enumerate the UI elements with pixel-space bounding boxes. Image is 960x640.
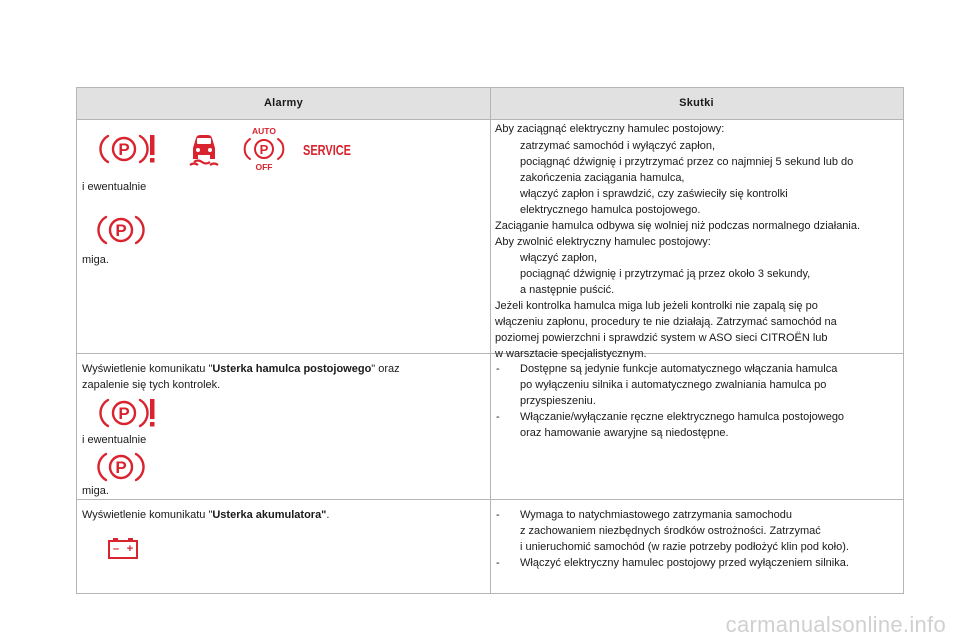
row1-line: włączeniu zapłonu, procedury te nie działają. Zatrzymać samochód na xyxy=(495,316,837,328)
dash: - xyxy=(496,411,500,423)
row1-line: Aby zaciągnąć elektryczny hamulec postojowy: xyxy=(495,123,725,135)
header-effects: Skutki xyxy=(679,97,714,109)
row2-line: przyspieszeniu. xyxy=(520,395,596,407)
battery-icon xyxy=(108,537,138,559)
row3-line: z zachowaniem niezbędnych środków ostrożności. Zatrzymać xyxy=(520,525,821,537)
row2-message-line: Wyświetlenie komunikatu "Usterka hamulca postojowego" oraz xyxy=(82,363,400,375)
stability-control-icon xyxy=(186,130,222,166)
row1-line: Aby zwolnić elektryczny hamulec postojowy: xyxy=(495,236,711,248)
row2-line: oraz hamowanie awaryjne są niedostępne. xyxy=(520,427,729,439)
row1-line: zakończenia zaciągania hamulca, xyxy=(520,172,685,184)
header-alarms: Alarmy xyxy=(263,97,304,109)
row1-line: Jeżeli kontrolka hamulca miga lub jeżeli kontrolki nie zapalą się po xyxy=(495,300,818,312)
row1-line: włączyć zapłon, xyxy=(520,252,598,264)
svg-text:AUTO: AUTO xyxy=(252,126,276,136)
service-icon xyxy=(302,139,352,159)
column-divider xyxy=(490,88,491,593)
row-divider-1 xyxy=(77,353,903,354)
svg-text:–: – xyxy=(112,543,120,555)
row2-line: po wyłączeniu silnika i automatycznego zwalniania hamulca po xyxy=(520,379,827,391)
svg-text:P: P xyxy=(115,221,127,240)
svg-text:+: + xyxy=(126,543,134,555)
row1-line: pociągnąć dźwignię i przytrzymać ją przez około 3 sekundy, xyxy=(520,268,811,280)
row1-line: włączyć zapłon i sprawdzić, czy zaświeciły się kontrolki xyxy=(520,188,788,200)
row1-line: elektrycznego hamulca postojowego. xyxy=(520,204,701,216)
row1-line: zatrzymać samochód i wyłączyć zapłon, xyxy=(520,140,716,152)
parking-brake-fault-icon xyxy=(102,132,160,166)
row2-line: Dostępne są jedynie funkcje automatycznego włączania hamulca xyxy=(520,363,838,375)
row2-and-maybe: i ewentualnie xyxy=(82,434,147,446)
row1-line: a następnie puścić. xyxy=(520,284,615,296)
row1-line: poziomej powierzchni i sprawdzić system w ASO sieci CITROËN lub xyxy=(495,332,828,344)
parking-brake-icon xyxy=(100,213,142,247)
row2-blinks: miga. xyxy=(82,485,109,497)
row2-line: Włączanie/wyłączanie ręczne elektrycznego hamulca postojowego xyxy=(520,411,845,423)
auto-parking-off-icon xyxy=(244,126,284,172)
row1-line: Zaciąganie hamulca odbywa się wolniej niż podczas normalnego działania. xyxy=(495,220,861,232)
row1-and-maybe: i ewentualnie xyxy=(82,181,147,193)
row1-line: pociągnąć dźwignię i przytrzymać przez co najmniej 5 sekund lub do xyxy=(520,156,854,168)
row2-message-line: zapalenie się tych kontrolek. xyxy=(82,379,221,391)
watermark: carmanualsonline.info xyxy=(725,612,946,637)
svg-text:P: P xyxy=(118,404,130,423)
dash: - xyxy=(496,557,500,569)
parking-brake-fault-icon xyxy=(102,396,160,430)
svg-text:P: P xyxy=(259,142,269,157)
row3-line: Wymaga to natychmiastowego zatrzymania samochodu xyxy=(520,509,792,521)
svg-text:OFF: OFF xyxy=(255,162,273,172)
row1-blinks: miga. xyxy=(82,254,109,266)
parking-brake-icon xyxy=(100,450,142,484)
row3-message-line: Wyświetlenie komunikatu "Usterka akumulatora". xyxy=(82,509,330,521)
dash: - xyxy=(496,363,500,375)
svg-text:P: P xyxy=(118,140,130,159)
svg-text:P: P xyxy=(115,458,127,477)
dash: - xyxy=(496,509,500,521)
svg-text:SERVICE: SERVICE xyxy=(303,142,351,159)
row-divider-2 xyxy=(77,499,903,500)
row3-line: Włączyć elektryczny hamulec postojowy przed wyłączeniem silnika. xyxy=(520,557,849,569)
row3-line: i unieruchomić samochód (w razie potrzeby podłożyć klin pod koło). xyxy=(520,541,849,553)
row1-line: w warsztacie specjalistycznym. xyxy=(495,348,647,360)
